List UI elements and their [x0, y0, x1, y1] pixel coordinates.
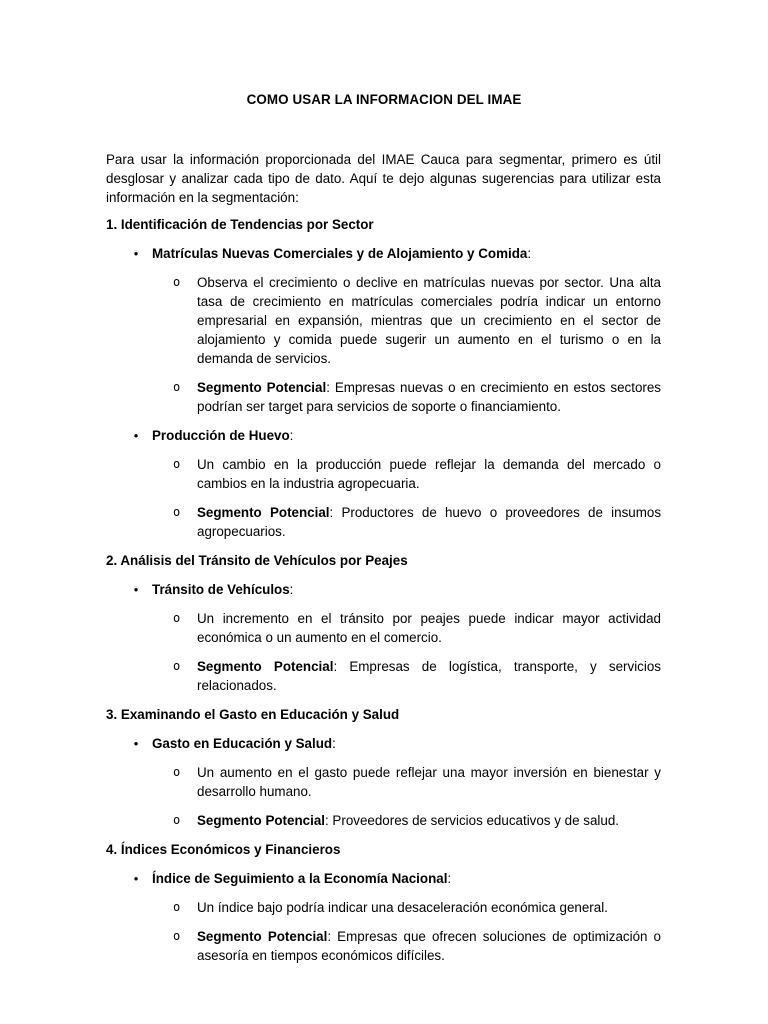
sub-list-item [106, 657, 661, 695]
sub-list-item [106, 763, 661, 801]
bullet-suffix: : [447, 871, 452, 886]
sub-item-text [197, 273, 661, 368]
sub-item-body: Un aumento en el gasto puede reflejar una mayor inversión en bienestar y desarrollo humano. [197, 765, 661, 799]
sub-item-text [197, 763, 661, 801]
bullet-label: Gasto en Educación y Salud [152, 736, 333, 751]
circle-bullet-icon: o [173, 765, 181, 779]
circle-bullet-icon: o [173, 929, 181, 943]
circle-bullet-icon: o [173, 505, 181, 519]
circle-bullet-icon: o [173, 611, 181, 625]
sub-item-text [197, 609, 661, 647]
segmento-label: Segmento Potencial [197, 813, 325, 828]
circle-bullet-icon: o [173, 457, 181, 471]
bullet-suffix: : [289, 428, 294, 443]
segmento-label: Segmento Potencial [197, 380, 327, 395]
sub-item-text [197, 927, 661, 965]
bullet-text [152, 244, 661, 263]
intro-paragraph: Para usar la información proporcionada del IMAE Cauca para segmentar, primero es útil desglosar y analizar cada tipo de dato. Aquí te dejo algunas sugerencias para utilizar esta información en la segmentación: [106, 152, 661, 205]
sub-list-item [106, 503, 661, 541]
sub-list [106, 455, 661, 541]
sub-list-item [106, 378, 661, 416]
bullet-item [106, 426, 661, 445]
sub-item-body: : Empresas nuevas o en crecimiento en estos sectores podrían ser target para servicios de soporte o financiamiento. [197, 380, 661, 414]
bullet-text [152, 869, 661, 888]
sub-item-body: : Empresas de logística, transporte, y servicios relacionados. [197, 659, 661, 693]
bullet-item [106, 580, 661, 599]
sub-item-text [197, 378, 661, 416]
sub-item-body: Un índice bajo podría indicar una desaceleración económica general. [197, 900, 608, 915]
sub-item-text [197, 898, 661, 917]
bullet-suffix: : [332, 736, 336, 751]
sub-list [106, 609, 661, 695]
bullet-item [106, 244, 661, 263]
bullet-label: Producción de Huevo [152, 428, 290, 443]
bullet-text [152, 734, 661, 753]
bullet-label: Matrículas Nuevas Comerciales y de Alojamiento y Comida [152, 246, 528, 261]
sub-item-text [197, 811, 661, 830]
bullet-dot-icon: • [133, 582, 139, 597]
sub-list-item [106, 455, 661, 493]
bullet-text [152, 580, 661, 599]
sub-item-body: : Proveedores de servicios educativos y de salud. [324, 813, 619, 828]
sub-item-text [197, 455, 661, 493]
bullet-dot-icon: • [133, 246, 139, 261]
section-heading: 4. Índices Económicos y Financieros [106, 842, 341, 857]
section-heading: 1. Identificación de Tendencias por Sector [106, 217, 374, 232]
sub-list [106, 898, 661, 965]
segmento-label: Segmento Potencial [197, 505, 330, 520]
sub-item-body: Un incremento en el tránsito por peajes puede indicar mayor actividad económica o un aumento en el comercio. [197, 611, 661, 645]
circle-bullet-icon: o [173, 900, 181, 914]
circle-bullet-icon: o [173, 380, 181, 394]
bullet-suffix: : [289, 582, 294, 597]
sub-item-text [197, 657, 661, 695]
circle-bullet-icon: o [173, 813, 181, 827]
sub-list-item [106, 898, 661, 917]
sub-list-item [106, 811, 661, 830]
bullet-dot-icon: • [133, 736, 139, 751]
bullet-label: Índice de Seguimiento a la Economía Nacional [152, 871, 448, 886]
document-body [106, 215, 661, 975]
segmento-label: Segmento Potencial [197, 659, 334, 674]
section-heading: 2. Análisis del Tránsito de Vehículos por Peajes [106, 553, 408, 568]
sub-item-body: Observa el crecimiento o declive en matrículas nuevas por sector. Una alta tasa de crecimiento en matrículas comerciales podría indicar un entorno empresarial en expansión, mientras que un crecimiento en el sector de alojamiento y comida puede sugerir un aumento en el turismo o en la demanda de servicios. [197, 275, 661, 366]
bullet-dot-icon: • [133, 871, 139, 886]
circle-bullet-icon: o [173, 275, 181, 289]
sub-item-body: : Productores de huevo o proveedores de insumos agropecuarios. [197, 505, 662, 539]
sub-item-body: Un cambio en la producción puede reflejar la demanda del mercado o cambios en la industria agropecuaria. [197, 457, 661, 491]
sub-item-body: : Empresas que ofrecen soluciones de optimización o asesoría en tiempos económicos difíciles. [197, 929, 662, 963]
bullet-text [152, 426, 661, 445]
sub-list [106, 763, 661, 830]
bullet-label: Tránsito de Vehículos [152, 582, 290, 597]
segmento-label: Segmento Potencial [197, 929, 328, 944]
sub-list-item [106, 273, 661, 368]
sub-list-item [106, 927, 661, 965]
bullet-dot-icon: • [133, 428, 139, 443]
bullet-suffix: : [527, 246, 532, 261]
bullet-item [106, 734, 661, 753]
sub-list-item [106, 609, 661, 647]
circle-bullet-icon: o [173, 659, 181, 673]
section-heading: 3. Examinando el Gasto en Educación y Salud [106, 707, 400, 722]
sub-list [106, 273, 661, 416]
document-title: COMO USAR LA INFORMACION DEL IMAE [246, 92, 522, 107]
sub-item-text [197, 503, 661, 541]
bullet-item [106, 869, 661, 888]
